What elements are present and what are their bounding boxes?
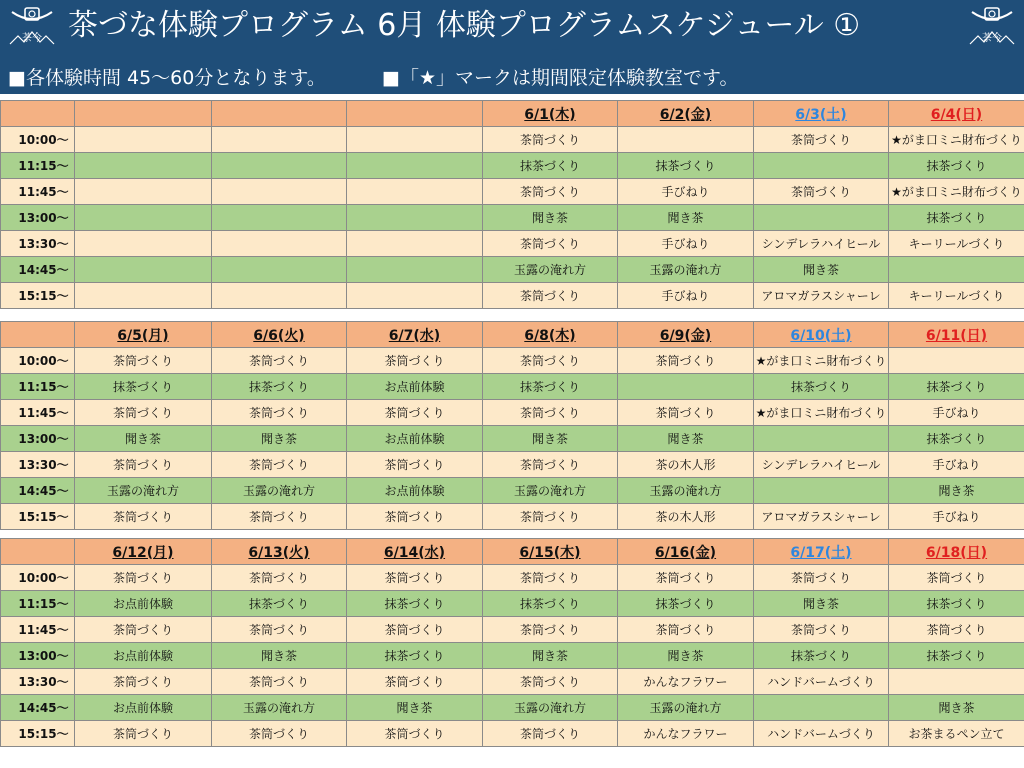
program-cell: かんなフラワー: [618, 669, 754, 695]
time-slot-row: [1, 205, 1024, 231]
unavailable-slot: [754, 426, 889, 452]
empty-slot: [75, 127, 212, 153]
unavailable-slot: [889, 669, 1024, 695]
date-label: 6/15(木): [519, 544, 581, 561]
unavailable-slot: [618, 127, 754, 153]
logo-text: 茶今: [982, 33, 1002, 44]
program-cell: 抹茶づくり: [889, 153, 1024, 179]
time-label: 10:00～: [1, 565, 75, 591]
date-label: 6/17(土): [790, 544, 852, 561]
date-header-cell: [212, 322, 347, 348]
empty-slot: [75, 153, 212, 179]
program-cell: 茶筒づくり: [618, 400, 754, 426]
program-cell: 茶筒づくり: [483, 721, 618, 747]
unavailable-slot: [889, 257, 1024, 283]
empty-slot: [75, 283, 212, 309]
time-label: 11:15～: [1, 153, 75, 179]
time-label: 11:45～: [1, 179, 75, 205]
program-cell: 茶筒づくり: [212, 504, 347, 530]
program-cell: 茶筒づくり: [483, 669, 618, 695]
program-cell: シンデレラハイヒール: [754, 231, 889, 257]
program-cell: 茶筒づくり: [75, 348, 212, 374]
date-label: 6/2(金): [659, 106, 712, 123]
time-slot-row: [1, 669, 1024, 695]
program-cell: 茶筒づくり: [618, 617, 754, 643]
date-header-cell: [618, 322, 754, 348]
program-cell: 玉露の淹れ方: [618, 257, 754, 283]
program-cell: 聞き茶: [754, 591, 889, 617]
program-cell: 茶筒づくり: [212, 565, 347, 591]
empty-slot: [347, 127, 483, 153]
time-slot-row: [1, 504, 1024, 530]
time-label: 14:45～: [1, 478, 75, 504]
time-slot-row: [1, 257, 1024, 283]
empty-slot: [212, 231, 347, 257]
notes-bar: [0, 62, 1024, 94]
date-header-cell: [212, 539, 347, 565]
program-cell: 茶筒づくり: [347, 617, 483, 643]
program-cell: 抹茶づくり: [618, 153, 754, 179]
program-cell: お点前体験: [75, 591, 212, 617]
empty-slot: [75, 257, 212, 283]
program-cell: ハンドバームづくり: [754, 721, 889, 747]
date-header-cell: [347, 539, 483, 565]
time-label: 13:30～: [1, 669, 75, 695]
time-label: 11:15～: [1, 591, 75, 617]
empty-slot: [212, 283, 347, 309]
teapot-logo-icon: [964, 4, 1020, 50]
program-cell: 茶筒づくり: [754, 565, 889, 591]
program-cell: 玉露の淹れ方: [483, 257, 618, 283]
duration-note: ■各体験時間 45～60分となります。: [8, 67, 326, 89]
program-cell: 茶筒づくり: [347, 348, 483, 374]
program-cell: 茶筒づくり: [75, 400, 212, 426]
date-label: 6/18(日): [925, 544, 988, 561]
program-cell: 抹茶づくり: [754, 374, 889, 400]
program-cell: 聞き茶: [889, 695, 1024, 721]
program-cell: 手びねり: [889, 400, 1024, 426]
unavailable-slot: [618, 374, 754, 400]
time-label: 11:15～: [1, 374, 75, 400]
program-cell: お点前体験: [75, 695, 212, 721]
teapot-logo-icon: [4, 4, 60, 50]
date-label: 6/3(土): [795, 106, 847, 123]
empty-slot: [212, 179, 347, 205]
program-cell: 玉露の淹れ方: [75, 478, 212, 504]
week-schedule-table: [0, 538, 1024, 747]
program-cell: 抹茶づくり: [483, 591, 618, 617]
date-label: 6/11(日): [925, 327, 988, 344]
program-cell: 抹茶づくり: [889, 374, 1024, 400]
program-cell: 茶筒づくり: [347, 669, 483, 695]
program-cell: かんなフラワー: [618, 721, 754, 747]
program-cell: 手びねり: [889, 452, 1024, 478]
program-cell: 玉露の淹れ方: [212, 695, 347, 721]
program-cell: 茶筒づくり: [483, 617, 618, 643]
time-label: 14:45～: [1, 695, 75, 721]
time-slot-row: [1, 374, 1024, 400]
program-cell: 聞き茶: [347, 695, 483, 721]
unavailable-slot: [889, 348, 1024, 374]
program-cell: 聞き茶: [618, 426, 754, 452]
program-cell: 茶の木人形: [618, 452, 754, 478]
program-cell: 抹茶づくり: [212, 591, 347, 617]
program-cell: 茶筒づくり: [75, 452, 212, 478]
date-label: 6/7(水): [388, 327, 441, 344]
program-cell: 茶筒づくり: [483, 400, 618, 426]
time-label: 13:00～: [1, 205, 75, 231]
date-header-cell: [347, 322, 483, 348]
limited-note: ■「★」マークは期間限定体験教室です。: [382, 67, 739, 89]
date-header-row: [1, 539, 1024, 565]
empty-slot: [347, 179, 483, 205]
program-cell: ハンドバームづくり: [754, 669, 889, 695]
time-slot-row: [1, 591, 1024, 617]
unavailable-slot: [754, 153, 889, 179]
header-corner-cell: [1, 539, 75, 565]
time-slot-row: [1, 426, 1024, 452]
program-cell: 聞き茶: [75, 426, 212, 452]
date-label: 6/8(木): [524, 327, 576, 344]
header-corner-cell: [1, 101, 75, 127]
date-header-row: [1, 101, 1024, 127]
date-header-cell: [483, 322, 618, 348]
time-slot-row: [1, 400, 1024, 426]
time-slot-row: [1, 283, 1024, 309]
program-cell: 抹茶づくり: [889, 643, 1024, 669]
program-cell: 聞き茶: [618, 643, 754, 669]
date-header-cell: [889, 539, 1024, 565]
program-cell: 玉露の淹れ方: [483, 478, 618, 504]
program-cell: 茶筒づくり: [75, 565, 212, 591]
program-cell: 抹茶づくり: [347, 591, 483, 617]
program-cell: 抹茶づくり: [889, 205, 1024, 231]
program-cell: 茶筒づくり: [483, 452, 618, 478]
program-cell: 茶筒づくり: [483, 179, 618, 205]
program-cell: 抹茶づくり: [347, 643, 483, 669]
empty-slot: [212, 257, 347, 283]
date-label: 6/5(月): [117, 327, 169, 344]
empty-slot: [75, 231, 212, 257]
program-cell: 抹茶づくり: [75, 374, 212, 400]
date-header-cell: [75, 539, 212, 565]
date-header-cell: [618, 539, 754, 565]
program-cell: 茶筒づくり: [75, 504, 212, 530]
program-cell: 茶筒づくり: [483, 283, 618, 309]
program-cell: 茶筒づくり: [75, 721, 212, 747]
empty-slot: [212, 127, 347, 153]
date-header-cell: [483, 539, 618, 565]
program-cell: 茶筒づくり: [347, 565, 483, 591]
program-cell: 茶筒づくり: [754, 127, 889, 153]
program-cell: 抹茶づくり: [212, 374, 347, 400]
program-cell: 抹茶づくり: [754, 643, 889, 669]
program-cell: 手びねり: [618, 283, 754, 309]
empty-slot: [347, 205, 483, 231]
program-cell: お点前体験: [75, 643, 212, 669]
date-label: 6/10(土): [790, 327, 852, 344]
program-cell: お点前体験: [347, 478, 483, 504]
program-cell: 手びねり: [889, 504, 1024, 530]
program-cell: 茶筒づくり: [483, 231, 618, 257]
empty-slot: [347, 153, 483, 179]
time-label: 10:00～: [1, 348, 75, 374]
program-cell: 茶筒づくり: [347, 452, 483, 478]
program-cell: 玉露の淹れ方: [483, 695, 618, 721]
page-title: 茶づな体験プログラム 6月 体験プログラムスケジュール ①: [68, 8, 861, 43]
program-cell: 茶筒づくり: [75, 669, 212, 695]
empty-slot: [347, 257, 483, 283]
program-cell: 聞き茶: [889, 478, 1024, 504]
time-slot-row: [1, 153, 1024, 179]
program-cell: 聞き茶: [483, 643, 618, 669]
time-slot-row: [1, 452, 1024, 478]
time-label: 13:00～: [1, 426, 75, 452]
empty-slot: [212, 205, 347, 231]
date-header-row: [1, 322, 1024, 348]
program-cell: キーリールづくり: [889, 283, 1024, 309]
logo-text: 茶今: [22, 33, 42, 44]
date-header-cell: [889, 322, 1024, 348]
program-cell: 茶筒づくり: [889, 565, 1024, 591]
program-cell: ★がま口ミニ財布づくり: [889, 127, 1024, 153]
date-header-cell: [75, 101, 212, 127]
date-label: 6/9(金): [659, 327, 712, 344]
time-slot-row: [1, 179, 1024, 205]
time-slot-row: [1, 643, 1024, 669]
date-label: 6/14(水): [383, 544, 446, 561]
program-cell: 茶筒づくり: [212, 669, 347, 695]
empty-slot: [347, 283, 483, 309]
program-cell: 茶筒づくり: [212, 721, 347, 747]
header-corner-cell: [1, 322, 75, 348]
program-cell: 抹茶づくり: [889, 591, 1024, 617]
program-cell: 聞き茶: [212, 426, 347, 452]
date-label: 6/16(金): [654, 544, 717, 561]
date-header-cell: [889, 101, 1024, 127]
date-label: 6/13(火): [248, 544, 310, 561]
program-cell: 茶筒づくり: [212, 452, 347, 478]
program-cell: 茶筒づくり: [212, 617, 347, 643]
program-cell: 茶筒づくり: [483, 565, 618, 591]
program-cell: 茶筒づくり: [75, 617, 212, 643]
program-cell: ★がま口ミニ財布づくり: [754, 348, 889, 374]
program-cell: 聞き茶: [618, 205, 754, 231]
time-label: 13:30～: [1, 231, 75, 257]
program-cell: 茶筒づくり: [483, 504, 618, 530]
time-slot-row: [1, 478, 1024, 504]
time-label: 14:45～: [1, 257, 75, 283]
program-cell: ★がま口ミニ財布づくり: [889, 179, 1024, 205]
title-bar: [0, 0, 1024, 62]
program-cell: 茶筒づくり: [347, 721, 483, 747]
time-label: 13:00～: [1, 643, 75, 669]
program-cell: 茶筒づくり: [212, 400, 347, 426]
time-label: 10:00～: [1, 127, 75, 153]
program-cell: キーリールづくり: [889, 231, 1024, 257]
date-label: 6/1(木): [524, 106, 576, 123]
unavailable-slot: [754, 478, 889, 504]
empty-slot: [212, 153, 347, 179]
time-slot-row: [1, 617, 1024, 643]
week-schedule-table: [0, 321, 1024, 530]
time-slot-row: [1, 721, 1024, 747]
program-cell: 茶筒づくり: [618, 565, 754, 591]
time-label: 13:30～: [1, 452, 75, 478]
date-header-cell: [347, 101, 483, 127]
program-cell: 手びねり: [618, 179, 754, 205]
program-cell: 茶筒づくり: [347, 400, 483, 426]
program-cell: 手びねり: [618, 231, 754, 257]
empty-slot: [75, 179, 212, 205]
program-cell: 玉露の淹れ方: [212, 478, 347, 504]
program-cell: 玉露の淹れ方: [618, 695, 754, 721]
time-label: 11:45～: [1, 400, 75, 426]
program-cell: 聞き茶: [483, 205, 618, 231]
unavailable-slot: [754, 205, 889, 231]
date-header-cell: [75, 322, 212, 348]
time-slot-row: [1, 231, 1024, 257]
program-cell: 玉露の淹れ方: [618, 478, 754, 504]
date-header-cell: [618, 101, 754, 127]
time-label: 15:15～: [1, 721, 75, 747]
time-slot-row: [1, 348, 1024, 374]
program-cell: 茶筒づくり: [212, 348, 347, 374]
program-cell: 抹茶づくり: [618, 591, 754, 617]
program-cell: 抹茶づくり: [483, 153, 618, 179]
unavailable-slot: [754, 695, 889, 721]
program-cell: ★がま口ミニ財布づくり: [754, 400, 889, 426]
date-header-cell: [754, 101, 889, 127]
time-label: 11:45～: [1, 617, 75, 643]
program-cell: 聞き茶: [483, 426, 618, 452]
program-cell: お茶まるペン立て: [889, 721, 1024, 747]
program-cell: 茶筒づくり: [618, 348, 754, 374]
time-slot-row: [1, 565, 1024, 591]
date-header-cell: [754, 322, 889, 348]
program-cell: アロマガラスシャーレ: [754, 283, 889, 309]
date-label: 6/12(月): [112, 544, 174, 561]
program-cell: 茶筒づくり: [347, 504, 483, 530]
program-cell: 抹茶づくり: [483, 374, 618, 400]
date-header-cell: [212, 101, 347, 127]
program-cell: 茶筒づくり: [483, 348, 618, 374]
program-cell: 茶筒づくり: [483, 127, 618, 153]
program-cell: 茶筒づくり: [754, 617, 889, 643]
program-cell: 聞き茶: [754, 257, 889, 283]
time-label: 15:15～: [1, 283, 75, 309]
program-cell: 抹茶づくり: [889, 426, 1024, 452]
date-header-cell: [754, 539, 889, 565]
date-label: 6/6(火): [253, 327, 305, 344]
program-cell: 茶筒づくり: [754, 179, 889, 205]
date-label: 6/4(日): [930, 106, 983, 123]
time-label: 15:15～: [1, 504, 75, 530]
program-cell: 茶の木人形: [618, 504, 754, 530]
time-slot-row: [1, 695, 1024, 721]
empty-slot: [347, 231, 483, 257]
program-cell: お点前体験: [347, 374, 483, 400]
program-cell: お点前体験: [347, 426, 483, 452]
time-slot-row: [1, 127, 1024, 153]
program-cell: 聞き茶: [212, 643, 347, 669]
empty-slot: [75, 205, 212, 231]
date-header-cell: [483, 101, 618, 127]
program-cell: アロマガラスシャーレ: [754, 504, 889, 530]
program-cell: シンデレラハイヒール: [754, 452, 889, 478]
program-cell: 茶筒づくり: [889, 617, 1024, 643]
week-schedule-table: [0, 100, 1024, 309]
